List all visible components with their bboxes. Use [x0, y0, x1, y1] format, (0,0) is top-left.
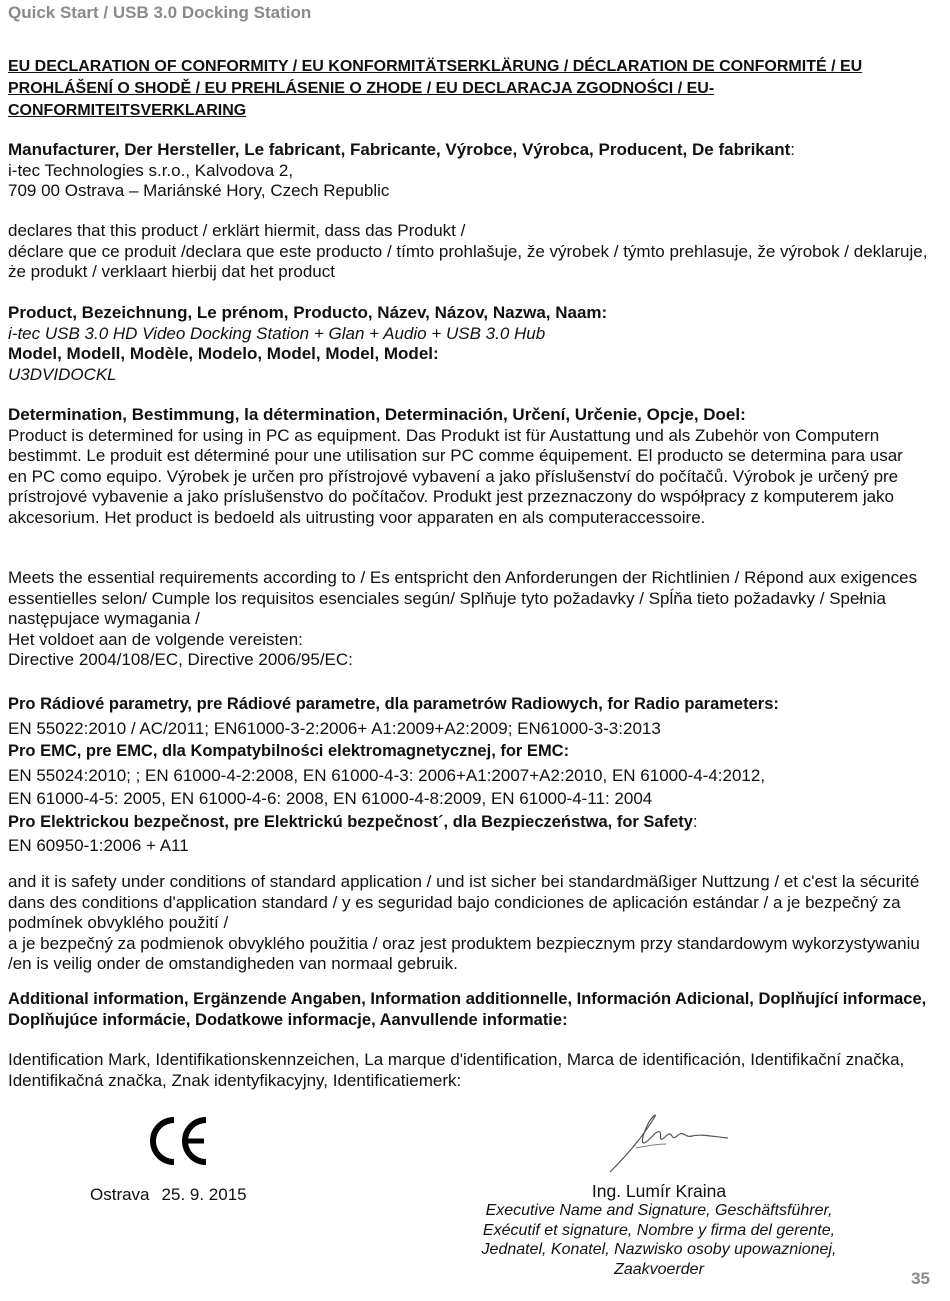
model-label: Model, Modell, Modèle, Modelo, Model, Model, Model	[8, 344, 433, 363]
model-colon: :	[433, 344, 439, 363]
safe-use-section	[8, 872, 933, 975]
manufacturer-address-line1: i-tec Technologies s.r.o., Kalvodova 2,	[8, 160, 294, 180]
declares-section	[8, 221, 933, 283]
product-value: i-tec USB 3.0 HD Video Docking Station + Glan + Audio + USB 3.0 Hub	[8, 323, 546, 343]
radio-label: Pro Rádiové parametry, pre Rádiové parametre, dla parametrów Radiowych, for Radio parameters:	[8, 695, 779, 713]
page-header: Quick Start / USB 3.0 Docking Station	[8, 3, 312, 22]
manufacturer-colon: :	[790, 140, 795, 159]
manufacturer-address-line2: 709 00 Ostrava – Mariánské Hory, Czech Republic	[8, 181, 390, 200]
standards-section	[8, 693, 933, 858]
signer-role: Executive Name and Signature, Geschäftsführer, Exécutif et signature, Nombre y firma del gerente, Jednatel, Konatel, Nazwisko osoby upowaznionej, Zaakvoerder	[481, 1202, 837, 1278]
signer-name: Ing. Lumír Kraina	[591, 1181, 727, 1201]
safety-label: Pro Elektrickou bezpečnost, pre Elektrickú bezpečnost´, dla Bezpieczeństwa, for Safety	[8, 812, 693, 831]
requirements-section	[8, 568, 933, 671]
determination-label: Determination, Bestimmung, la détermination, Determinación, Určení, Určenie, Opcje, Doel:	[8, 405, 746, 424]
determination-section	[8, 405, 926, 528]
model-value: U3DVIDOCKL	[8, 364, 117, 384]
additional-info-label: Additional information, Ergänzende Angaben, Information additionnelle, Información Adicional, Doplňující informace, Doplňujúce informácie, Dodatkowe informacje, Aanvullende informatie:	[8, 990, 927, 1029]
requirements-line2: Het voldoet aan de volgende vereisten:	[8, 629, 303, 649]
declaration-title: EU DECLARATION OF CONFORMITY / EU KONFORMITÄTSERKLÄRUNG / DÉCLARATION DE CONFORMITÉ / EU PROHLÁŠENÍ O SHODĚ / EU PREHLÁSENIE O ZHODE / EU DECLARACJA ZGODNOŚCI / EU-CONFORMITEITSVERKLARING	[8, 58, 863, 119]
place: Ostrava	[90, 1185, 150, 1204]
product-label: Product, Bezeichnung, Le prénom, Producto, Název, Názov, Nazwa, Naam:	[8, 303, 608, 322]
safety-colon: :	[692, 812, 698, 831]
requirements-line1: Meets the essential requirements according to / Es entspricht den Anforderungen der Richtlinien / Répond aux exigences essentielles selon/ Cumple los requisitos esenciales según/ Splňuje tyto požadavky / Spĺňa tieto požadavky / Spełnia następujace wymagania /	[8, 568, 918, 628]
place-date	[90, 1185, 247, 1205]
declares-line2: déclare que ce produit /declara que este producto / tímto prohlašuje, že výrobek / týmto prehlasuje, že výrobok / deklaruje, że produkt / verklaart hierbij dat het product	[8, 241, 928, 281]
identification-text: Identification Mark, Identifikationskennzeichen, La marque d'identification, Marca de identificación, Identifikační značka, Identifikačná značka, Znak identyfikacyjny, Identificatiemerk:	[8, 1050, 905, 1090]
safety-value: EN 60950-1:2006 + A11	[8, 836, 189, 855]
manufacturer-section	[8, 140, 933, 202]
page-number: 35	[911, 1269, 930, 1288]
requirements-line3: Directive 2004/108/EC, Directive 2006/95/EC:	[8, 650, 353, 669]
safe-use-line2: a je bezpečný za podmienok obvyklého použitia / oraz jest produktem bezpiecznym przy standardowym wykorzystywaniu /en is veilig onder de omstandigheden van normaal gebruik.	[8, 933, 920, 973]
signature-icon	[606, 1108, 736, 1176]
product-section	[8, 303, 933, 385]
manufacturer-label: Manufacturer, Der Hersteller, Le fabricant, Fabricante, Výrobce, Výrobca, Producent, De fabrikant	[8, 140, 791, 159]
determination-text: Product is determined for using in PC as equipment. Das Produkt ist für Austattung und als Zubehör von Computern bestimmt. Le produit est déterminé pour une utilisation sur PC comme équipement. El producto se determina para usar en PC como equipo. Výrobek je určen pro přístrojové vybavení a jako příslušenství do počítačů. Výrobok je určený pre prístrojové vybavenie a jako príslušenstvo do počítačov. Produkt jest przeznaczony do współpracy z komputerem jako akcesorium. Het product is bedoeld als uitrusting voor apparaten en als computeraccessoire.	[8, 425, 903, 527]
ce-mark-icon	[146, 1114, 210, 1168]
safe-use-line1: and it is safety under conditions of standard application / und ist sicher bei standardmäßiger Nuttzung / et c'est la sécurité dans des conditions d'application standard / y es seguridad bajo condiciones de aplicación estándar / a je bezpečný za podmínek obvyklého použití /	[8, 872, 920, 932]
date: 25. 9. 2015	[161, 1185, 247, 1204]
declares-line1: declares that this product / erklärt hiermit, dass das Produkt /	[8, 221, 466, 240]
radio-value: EN 55022:2010 / AC/2011; EN61000-3-2:2006+ A1:2009+A2:2009; EN61000-3-3:2013	[8, 718, 661, 738]
emc-value-line2: EN 61000-4-5: 2005, EN 61000-4-6: 2008, EN 61000-4-8:2009, EN 61000-4-11: 2004	[8, 789, 653, 808]
emc-label: Pro EMC, pre EMC, dla Kompatybilności elektromagnetycznej, for EMC:	[8, 742, 570, 760]
emc-value-line1: EN 55024:2010; ; EN 61000-4-2:2008, EN 61000-4-3: 2006+A1:2007+A2:2010, EN 61000-4-4:2012,	[8, 765, 766, 785]
